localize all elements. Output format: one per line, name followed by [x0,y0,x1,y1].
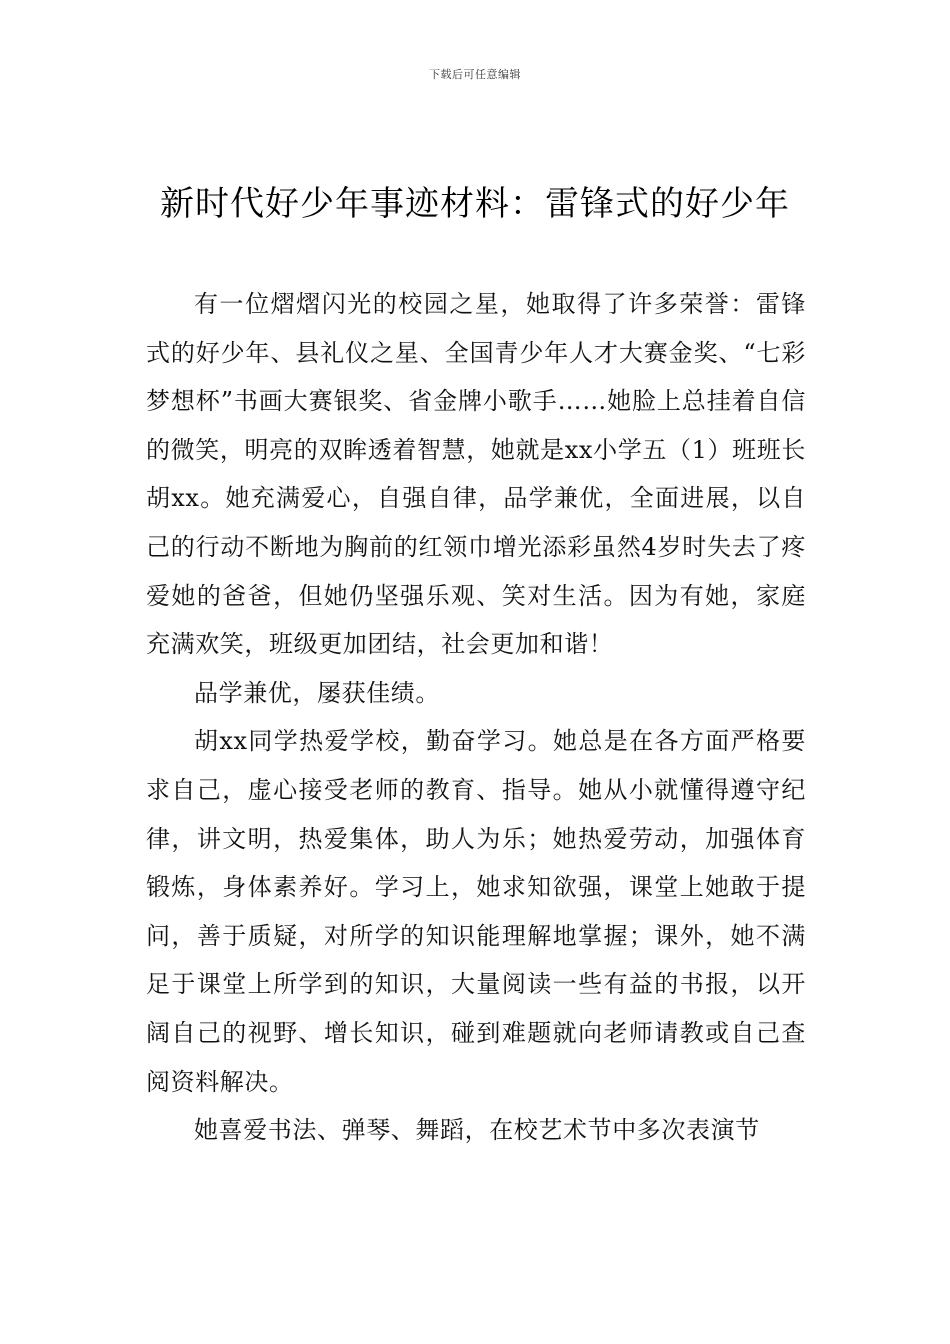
header-note: 下载后可任意编辑 [429,68,521,81]
paragraph-intro: 有一位熠熠闪光的校园之星，她取得了许多荣誉：雷锋式的好少年、县礼仪之星、全国青少年人才大赛金奖、“七彩梦想杯”书画大赛银奖、省金牌小歌手……她脸上总挂着自信的微笑，明亮的双眸透着智慧，她就是xx小学五（1）班班长胡xx。她充满爱心，自强自律，品学兼优，全面进展，以自己的行动不断地为胸前的红领巾增光添彩虽然4岁时失去了疼爱她的爸爸，但她仍坚强乐观、笑对生活。因为有她，家庭充满欢笑，班级更加团结，社会更加和谐！ [146,290,806,659]
document-body [146,280,806,1155]
paragraph-study: 胡xx同学热爱学校，勤奋学习。她总是在各方面严格要求自己，虚心接受老师的教育、指导。她从小就懂得遵守纪律，讲文明，热爱集体，助人为乐；她热爱劳动，加强体育锻炼，身体素养好。学习上，她求知欲强，课堂上她敢于提问，善于质疑，对所学的知识能理解地掌握；课外，她不满足于课堂上所学到的知识，大量阅读一些有益的书报，以开阔自己的视野、增长知识，碰到难题就向老师请教或自己查阅资料解决。 [146,727,806,1096]
paragraph-hobbies: 她喜爱书法、弹琴、舞蹈，在校艺术节中多次表演节 [194,1116,760,1145]
document-title: 新时代好少年事迹材料：雷锋式的好少年 [160,184,790,224]
paragraph-subheading: 品学兼优，屡获佳绩。 [194,678,440,707]
